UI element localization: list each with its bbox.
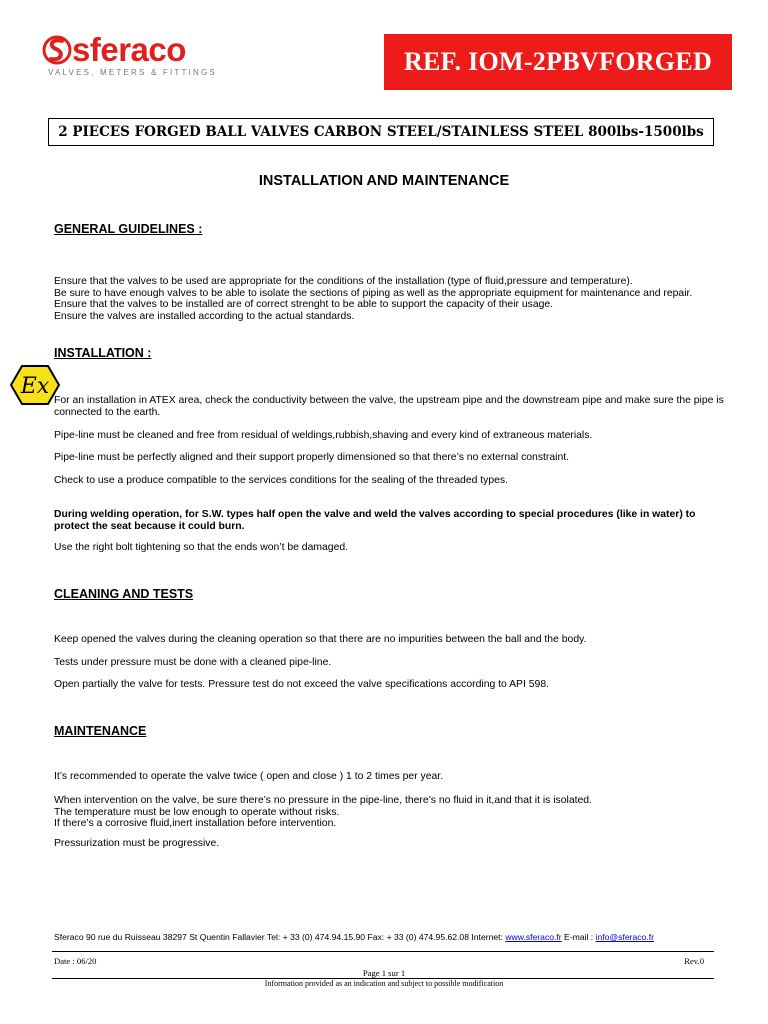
footer-address <box>54 932 654 942</box>
atex-ex-icon <box>10 364 60 406</box>
reference-box: REF. IOM-2PBVFORGED <box>384 34 732 90</box>
footer-page-number: Page 1 sur 1 <box>362 968 406 978</box>
installation-sealing-text: Check to use a produce compatible to the services conditions for the sealing of the threaded types. <box>54 475 508 486</box>
section-heading-cleaning: CLEANING AND TESTS <box>54 587 194 601</box>
installation-alignment-text: Pipe-line must be perfectly aligned and their support properly dimensioned so that there’s no external constraint. <box>54 452 570 463</box>
installation-bolt-text: Use the right bolt tightening so that the ends won’t be damaged. <box>54 542 349 553</box>
footer-revision: Rev.0 <box>684 956 704 966</box>
email-label: E-mail : <box>561 932 596 942</box>
general-guidelines-text <box>54 276 724 322</box>
cleaning-text-3: Open partially the valve for tests. Pressure test do not exceed the valve specifications according to API 598. <box>54 679 549 690</box>
installation-welding-text: During welding operation, for S.W. types half open the valve and weld the valves according to special procedures (like in water) to protect the seat because it could burn. <box>54 509 696 532</box>
section-heading-installation: INSTALLATION : <box>54 346 152 360</box>
general-line: Ensure that the valves to be used are appropriate for the conditions of the installation (type of fluid,pressure and temperature). <box>54 276 633 287</box>
footer-address-text: Sferaco 90 rue du Ruisseau 38297 St Quentin Fallavier Tel: + 33 (0) 474.94.15.90 Fax: + 33 (0) 474.95.62.08 Internet: <box>54 932 506 942</box>
maintenance-intervention-text <box>54 795 724 830</box>
maintenance-text-1: It’s recommended to operate the valve twice ( open and close ) 1 to 2 times per year. <box>54 771 444 782</box>
installation-cleaning-text: Pipe-line must be cleaned and free from residual of weldings,rubbish,shaving and every kind of extraneous materials. <box>54 430 593 441</box>
document-title: 2 PIECES FORGED BALL VALVES CARBON STEEL/STAINLESS STEEL 800lbs-1500lbs <box>48 118 714 146</box>
section-heading-general: GENERAL GUIDELINES : <box>54 222 203 236</box>
email-link[interactable]: info@sferaco.fr <box>595 932 654 942</box>
cleaning-text-2: Tests under pressure must be done with a cleaned pipe-line. <box>54 657 332 668</box>
footer-date: Date : 06/20 <box>54 956 97 966</box>
general-line: Be sure to have enough valves to be able to isolate the sections of piping as well as the appropriate equipment for maintenance and repair. <box>54 287 693 299</box>
maintenance-text-2: Pressurization must be progressive. <box>54 838 220 849</box>
footer-divider <box>52 951 714 952</box>
general-line: Ensure that the valves to be installed are of correct strenght to be able to support the capacity of their usage. <box>54 299 554 311</box>
logo-wordmark: sferaco <box>72 31 186 68</box>
installation-atex-text: For an installation in ATEX area, check the conductivity between the valve, the upstream pipe and the downstream pipe and make sure the pipe is connected to the earth. <box>54 395 724 418</box>
maintenance-line: When intervention on the valve, be sure there’s no pressure in the pipe-line, there’s no fluid in it,and that it is isolated. <box>54 795 592 806</box>
sferaco-logo <box>42 30 242 86</box>
maintenance-line: The temperature must be low enough to operate without risks. <box>54 806 340 818</box>
section-heading-maintenance: MAINTENANCE <box>54 724 147 738</box>
footer-disclaimer: Information provided as an indication and subject to possible modification <box>264 979 504 988</box>
cleaning-text-1: Keep opened the valves during the cleaning operation so that there are no impurities between the ball and the body. <box>54 634 587 645</box>
logo-tagline: VALVES, METERS & FITTINGS <box>48 68 217 77</box>
maintenance-line: If there’s a corrosive fluid,inert installation before intervention. <box>54 818 337 830</box>
sferaco-swirl-icon <box>42 32 72 68</box>
website-link[interactable]: www.sferaco.fr <box>505 932 562 942</box>
svg-text:Ex: Ex <box>20 374 50 399</box>
main-heading: INSTALLATION AND MAINTENANCE <box>258 173 510 189</box>
general-line: Ensure the valves are installed according to the actual standards. <box>54 310 355 322</box>
